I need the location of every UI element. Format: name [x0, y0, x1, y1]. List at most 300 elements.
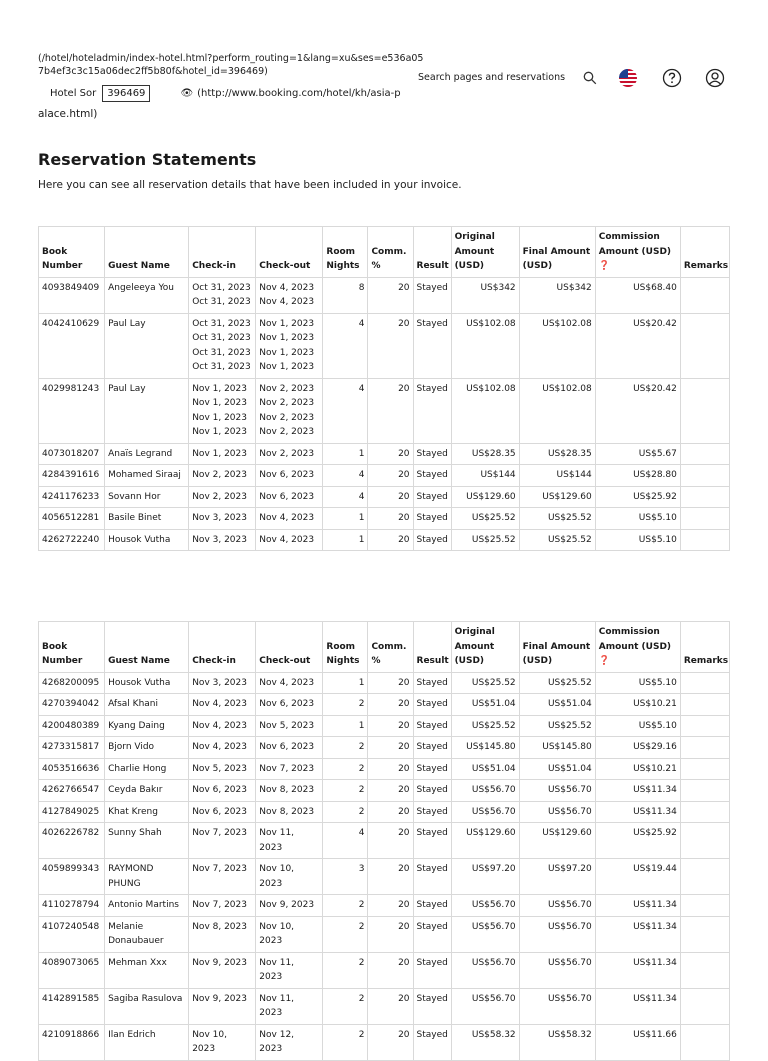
guest-name-cell — [105, 378, 189, 443]
hotel-admin-url-line-1[interactable]: (/hotel/hoteladmin/index-hotel.html?perform_routing=1&lang=xu&ses=e536a05 — [38, 53, 424, 64]
check-in-date: Oct 31, 2023 — [192, 362, 251, 372]
remarks-cell — [680, 443, 729, 465]
guest-name-cell — [105, 715, 189, 737]
guest-name-line: PHUNG — [108, 878, 141, 889]
guest-name-line: Bjorn Vido — [108, 742, 155, 752]
commission-amount-cell: US$20.42 — [595, 313, 680, 378]
original-amount-cell: US$102.08 — [451, 313, 519, 378]
reservation-table — [38, 621, 730, 1061]
column-header-label: Remarks — [683, 261, 729, 271]
guest-name-cell — [105, 529, 189, 551]
original-amount-cell: US$56.70 — [451, 916, 519, 952]
room-nights-cell: 8 — [323, 277, 368, 313]
guest-name-cell — [105, 758, 189, 780]
book-number-cell[interactable]: 4273315817 — [39, 737, 105, 759]
original-amount-cell: US$51.04 — [451, 758, 519, 780]
check-out-cell — [256, 801, 323, 823]
column-header-check-in — [189, 227, 256, 278]
check-out-cell — [256, 988, 323, 1024]
original-amount-cell: US$51.04 — [451, 694, 519, 716]
column-header-check-in — [189, 622, 256, 673]
check-in-date: Nov 7, 2023 — [192, 900, 247, 910]
commission-percent-cell: 20 — [368, 916, 413, 952]
column-header-line: (USD) — [522, 261, 553, 271]
column-header-label: Result — [416, 261, 449, 271]
column-header-check-out — [256, 622, 323, 673]
remarks-cell — [680, 465, 729, 487]
commission-amount-cell: US$10.21 — [595, 758, 680, 780]
guest-name-line: Mehman Xxx — [108, 957, 167, 968]
room-nights-cell: 2 — [323, 780, 368, 802]
column-header-line: Original — [454, 627, 495, 637]
check-out-date: Nov 6, 2023 — [259, 742, 315, 752]
commission-amount-cell: US$19.44 — [595, 859, 680, 895]
column-header-line: Final Amount — [522, 246, 591, 257]
guest-name-line: Ilan Edrich — [108, 1029, 156, 1040]
guest-name-cell — [105, 672, 189, 694]
table-row[interactable] — [39, 508, 730, 530]
remarks-cell — [680, 277, 729, 313]
commission-percent-cell: 20 — [368, 529, 413, 551]
column-header-line: Room — [326, 641, 356, 652]
commission-amount-cell: US$5.10 — [595, 529, 680, 551]
remarks-cell — [680, 823, 729, 859]
table-row[interactable] — [39, 313, 730, 378]
search-label[interactable]: Search pages and reservations — [418, 72, 566, 83]
table-row[interactable] — [39, 1024, 730, 1060]
column-header-label: Check-out — [259, 656, 311, 666]
commission-percent-cell: 20 — [368, 378, 413, 443]
guest-name-line: Sunny Shah — [108, 828, 162, 838]
table-row[interactable] — [39, 529, 730, 551]
us-flag-icon[interactable] — [617, 67, 639, 89]
book-number-cell[interactable]: 4053516636 — [39, 758, 105, 780]
column-header-line: Comm. — [371, 641, 407, 652]
check-out-cell — [256, 715, 323, 737]
remarks-cell — [680, 529, 729, 551]
check-out-date: Nov 11, 2023 — [259, 828, 295, 853]
original-amount-cell: US$58.32 — [451, 1024, 519, 1060]
room-nights-cell: 4 — [323, 313, 368, 378]
table-row[interactable] — [39, 672, 730, 694]
final-amount-cell: US$51.04 — [519, 758, 595, 780]
check-in-date: Nov 1, 2023 — [192, 448, 247, 459]
room-nights-cell: 1 — [323, 715, 368, 737]
result-cell: Stayed — [413, 672, 451, 694]
guest-name-cell — [105, 694, 189, 716]
check-in-cell — [189, 895, 256, 917]
guest-name-line: Paul Lay — [108, 318, 146, 329]
final-amount-cell: US$102.08 — [519, 378, 595, 443]
column-header-label: Result — [416, 656, 449, 666]
guest-name-line: Basile Binet — [108, 513, 162, 523]
guest-name-cell — [105, 508, 189, 530]
table-row[interactable] — [39, 801, 730, 823]
book-number-cell[interactable]: 4029981243 — [39, 378, 105, 443]
result-cell: Stayed — [413, 895, 451, 917]
check-out-cell — [256, 465, 323, 487]
original-amount-cell: US$144 — [451, 465, 519, 487]
table-row[interactable] — [39, 916, 730, 952]
guest-name-line: Charlie Hong — [108, 763, 167, 774]
result-cell: Stayed — [413, 277, 451, 313]
table-row[interactable] — [39, 895, 730, 917]
column-header-room-nights — [323, 622, 368, 673]
column-header-line: Book — [42, 246, 68, 257]
check-out-cell — [256, 529, 323, 551]
check-in-date: Nov 4, 2023 — [192, 699, 247, 709]
result-cell: Stayed — [413, 801, 451, 823]
check-out-cell — [256, 823, 323, 859]
check-in-cell — [189, 715, 256, 737]
final-amount-cell: US$25.52 — [519, 672, 595, 694]
check-in-date: Nov 2, 2023 — [192, 491, 247, 502]
commission-percent-cell: 20 — [368, 859, 413, 895]
remarks-cell — [680, 916, 729, 952]
check-in-date: Nov 6, 2023 — [192, 785, 247, 795]
column-header-commission-amount — [595, 227, 680, 278]
original-amount-cell: US$56.70 — [451, 988, 519, 1024]
commission-amount-cell: US$20.42 — [595, 378, 680, 443]
column-header-line: Amount — [454, 641, 495, 652]
table-row[interactable] — [39, 823, 730, 859]
column-header-remarks — [680, 227, 729, 278]
check-out-date: Nov 6, 2023 — [259, 699, 315, 709]
column-header-line: Commission — [598, 627, 660, 637]
remarks-cell — [680, 952, 729, 988]
check-out-date: Nov 12, 2023 — [259, 1029, 295, 1054]
check-out-date: Nov 2, 2023 — [259, 398, 315, 408]
commission-percent-cell: 20 — [368, 508, 413, 530]
guest-name-cell — [105, 443, 189, 465]
book-number-cell[interactable]: 4107240548 — [39, 916, 105, 952]
original-amount-cell: US$129.60 — [451, 486, 519, 508]
check-in-date: Oct 31, 2023 — [192, 297, 251, 307]
remarks-cell — [680, 801, 729, 823]
info-icon[interactable]: ❓ — [598, 656, 610, 666]
check-in-date: Nov 6, 2023 — [192, 806, 247, 817]
book-number-cell[interactable]: 4241176233 — [39, 486, 105, 508]
check-in-cell — [189, 378, 256, 443]
remarks-cell — [680, 508, 729, 530]
guest-name-line: Afsal Khani — [108, 699, 158, 709]
guest-name-line: Antonio Martins — [108, 900, 179, 910]
final-amount-cell: US$56.70 — [519, 988, 595, 1024]
book-number-cell[interactable]: 4142891585 — [39, 988, 105, 1024]
page-title: Reservation Statements — [38, 150, 257, 169]
check-out-cell — [256, 916, 323, 952]
hotel-name: Hotel Sor — [50, 87, 97, 99]
column-header-label: Guest Name — [108, 261, 170, 271]
guest-name-cell — [105, 952, 189, 988]
guest-name-cell — [105, 1024, 189, 1060]
original-amount-cell: US$25.52 — [451, 529, 519, 551]
check-in-date: Nov 2, 2023 — [192, 470, 247, 480]
column-header-line: (USD) — [454, 656, 485, 666]
remarks-cell — [680, 378, 729, 443]
original-amount-cell: US$25.52 — [451, 672, 519, 694]
book-number-cell[interactable]: 4056512281 — [39, 508, 105, 530]
commission-percent-cell: 20 — [368, 801, 413, 823]
table-row[interactable] — [39, 378, 730, 443]
check-out-cell — [256, 859, 323, 895]
account-icon[interactable] — [704, 67, 726, 89]
check-in-cell — [189, 737, 256, 759]
check-out-date: Nov 4, 2023 — [259, 513, 315, 523]
final-amount-cell: US$129.60 — [519, 486, 595, 508]
room-nights-cell: 2 — [323, 801, 368, 823]
column-header-final-amount — [519, 227, 595, 278]
original-amount-cell: US$25.52 — [451, 508, 519, 530]
room-nights-cell: 2 — [323, 737, 368, 759]
guest-name-line: Anaïs Legrand — [108, 448, 173, 459]
guest-name-line: Kyang Daing — [108, 720, 165, 731]
table-row[interactable] — [39, 443, 730, 465]
final-amount-cell: US$25.52 — [519, 508, 595, 530]
book-number-cell[interactable]: 4093849409 — [39, 277, 105, 313]
table-row[interactable] — [39, 465, 730, 487]
commission-percent-cell: 20 — [368, 1024, 413, 1060]
check-in-date: Nov 1, 2023 — [192, 427, 247, 437]
check-out-date: Nov 6, 2023 — [259, 491, 315, 502]
info-icon[interactable]: ❓ — [598, 261, 610, 271]
column-header-guest-name — [105, 622, 189, 673]
final-amount-cell: US$342 — [519, 277, 595, 313]
original-amount-cell: US$97.20 — [451, 859, 519, 895]
check-out-cell — [256, 1024, 323, 1060]
check-out-date: Nov 2, 2023 — [259, 383, 315, 394]
result-cell: Stayed — [413, 1024, 451, 1060]
check-out-date: Nov 6, 2023 — [259, 470, 315, 480]
check-out-date: Nov 7, 2023 — [259, 763, 315, 774]
help-icon[interactable] — [661, 67, 683, 89]
table-row[interactable] — [39, 694, 730, 716]
guest-name-cell — [105, 895, 189, 917]
table-row[interactable] — [39, 859, 730, 895]
column-header-remarks — [680, 622, 729, 673]
room-nights-cell: 1 — [323, 672, 368, 694]
guest-name-cell — [105, 780, 189, 802]
commission-amount-cell: US$11.34 — [595, 801, 680, 823]
search-icon[interactable] — [579, 67, 601, 89]
book-number-cell[interactable]: 4110278794 — [39, 895, 105, 917]
result-cell: Stayed — [413, 486, 451, 508]
check-in-cell — [189, 672, 256, 694]
check-out-cell — [256, 895, 323, 917]
table-row[interactable] — [39, 737, 730, 759]
book-number-cell[interactable]: 4210918866 — [39, 1024, 105, 1060]
book-number-cell[interactable]: 4262722240 — [39, 529, 105, 551]
check-in-cell — [189, 916, 256, 952]
check-out-cell — [256, 694, 323, 716]
check-out-date: Nov 4, 2023 — [259, 677, 315, 688]
table-row[interactable] — [39, 715, 730, 737]
column-header-line: (USD) — [454, 261, 485, 271]
result-cell: Stayed — [413, 313, 451, 378]
commission-percent-cell: 20 — [368, 780, 413, 802]
guest-name-line: Angeleeya You — [108, 282, 174, 293]
check-out-date: Nov 2, 2023 — [259, 412, 315, 423]
check-in-date: Nov 8, 2023 — [192, 921, 247, 932]
table-row[interactable] — [39, 952, 730, 988]
commission-percent-cell: 20 — [368, 988, 413, 1024]
original-amount-cell: US$56.70 — [451, 780, 519, 802]
book-number-cell[interactable]: 4026226782 — [39, 823, 105, 859]
commission-percent-cell: 20 — [368, 313, 413, 378]
book-number-cell[interactable]: 4127849025 — [39, 801, 105, 823]
result-cell: Stayed — [413, 737, 451, 759]
original-amount-cell: US$56.70 — [451, 801, 519, 823]
column-header-line: (USD) — [522, 656, 553, 666]
check-out-date: Nov 2, 2023 — [259, 427, 315, 437]
check-in-date: Nov 9, 2023 — [192, 957, 247, 968]
guest-name-line: Melanie — [108, 921, 144, 932]
room-nights-cell: 4 — [323, 486, 368, 508]
final-amount-cell: US$145.80 — [519, 737, 595, 759]
reservation-table — [38, 226, 730, 551]
hotel-id-badge: 396469 — [102, 85, 150, 102]
check-in-cell — [189, 694, 256, 716]
book-number-cell[interactable]: 4089073065 — [39, 952, 105, 988]
column-header-line: % — [371, 261, 381, 271]
check-in-date: Nov 9, 2023 — [192, 993, 247, 1004]
commission-percent-cell: 20 — [368, 737, 413, 759]
final-amount-cell: US$129.60 — [519, 823, 595, 859]
commission-percent-cell: 20 — [368, 758, 413, 780]
table-row[interactable] — [39, 780, 730, 802]
column-header-original-amount — [451, 227, 519, 278]
final-amount-cell: US$25.52 — [519, 529, 595, 551]
final-amount-cell: US$56.70 — [519, 801, 595, 823]
book-number-cell[interactable]: 4284391616 — [39, 465, 105, 487]
check-in-cell — [189, 988, 256, 1024]
book-number-cell[interactable]: 4270394042 — [39, 694, 105, 716]
result-cell: Stayed — [413, 916, 451, 952]
table-row[interactable] — [39, 486, 730, 508]
column-header-line: % — [371, 656, 381, 666]
commission-amount-cell: US$11.34 — [595, 916, 680, 952]
commission-percent-cell: 20 — [368, 443, 413, 465]
guest-name-line: Donaubauer — [108, 936, 164, 946]
commission-amount-cell: US$5.10 — [595, 715, 680, 737]
hotel-admin-url-line-2[interactable]: 7b4ef3c3c15a06dec2ff5b80f&hotel_id=396469) — [38, 66, 268, 77]
book-number-cell[interactable]: 4200480389 — [39, 715, 105, 737]
final-amount-cell: US$56.70 — [519, 952, 595, 988]
remarks-cell — [680, 859, 729, 895]
guest-name-cell — [105, 916, 189, 952]
check-in-cell — [189, 277, 256, 313]
property-page-link[interactable]: (http://www.booking.com/hotel/kh/asia-p — [197, 87, 401, 99]
check-in-date: Nov 4, 2023 — [192, 720, 247, 731]
column-header-label: Remarks — [683, 656, 729, 666]
commission-amount-cell: US$5.67 — [595, 443, 680, 465]
commission-percent-cell: 20 — [368, 823, 413, 859]
table-row[interactable] — [39, 758, 730, 780]
commission-percent-cell: 20 — [368, 895, 413, 917]
check-in-cell — [189, 443, 256, 465]
guest-name-cell — [105, 988, 189, 1024]
column-header-line: Number — [42, 656, 83, 666]
check-out-date: Nov 1, 2023 — [259, 362, 315, 372]
commission-amount-cell: US$25.92 — [595, 486, 680, 508]
original-amount-cell: US$145.80 — [451, 737, 519, 759]
original-amount-cell: US$28.35 — [451, 443, 519, 465]
check-in-date: Nov 5, 2023 — [192, 763, 247, 774]
guest-name-cell — [105, 313, 189, 378]
room-nights-cell: 1 — [323, 443, 368, 465]
column-header-room-nights — [323, 227, 368, 278]
original-amount-cell: US$102.08 — [451, 378, 519, 443]
book-number-cell[interactable]: 4059899343 — [39, 859, 105, 895]
commission-amount-cell: US$25.92 — [595, 823, 680, 859]
commission-amount-cell: US$5.10 — [595, 672, 680, 694]
commission-amount-cell: US$10.21 — [595, 694, 680, 716]
table-row[interactable] — [39, 277, 730, 313]
check-out-date: Nov 4, 2023 — [259, 282, 315, 293]
book-number-cell[interactable]: 4262766547 — [39, 780, 105, 802]
check-out-date: Nov 4, 2023 — [259, 297, 315, 307]
column-header-line: Book — [42, 641, 68, 652]
check-in-date: Nov 4, 2023 — [192, 742, 247, 752]
check-out-date: Nov 2, 2023 — [259, 448, 315, 459]
column-header-line: Comm. — [371, 246, 407, 257]
remarks-cell — [680, 313, 729, 378]
column-header-label: Guest Name — [108, 656, 170, 666]
check-out-cell — [256, 737, 323, 759]
check-in-cell — [189, 465, 256, 487]
final-amount-cell: US$25.52 — [519, 715, 595, 737]
book-number-cell[interactable]: 4042410629 — [39, 313, 105, 378]
hotel-info-row — [38, 84, 401, 102]
property-page-link-continued[interactable]: alace.html) — [38, 108, 98, 120]
result-cell: Stayed — [413, 694, 451, 716]
room-nights-cell: 2 — [323, 895, 368, 917]
column-header-line: Commission — [598, 232, 660, 242]
guest-name-line: Housok Vutha — [108, 534, 171, 545]
guest-name-line: Sovann Hor — [108, 491, 161, 502]
result-cell: Stayed — [413, 823, 451, 859]
original-amount-cell: US$129.60 — [451, 823, 519, 859]
check-in-cell — [189, 780, 256, 802]
room-nights-cell: 2 — [323, 952, 368, 988]
column-header-check-out — [256, 227, 323, 278]
eye-icon: 👁 — [180, 87, 194, 99]
result-cell: Stayed — [413, 443, 451, 465]
check-out-cell — [256, 508, 323, 530]
final-amount-cell: US$58.32 — [519, 1024, 595, 1060]
book-number-cell[interactable]: 4073018207 — [39, 443, 105, 465]
commission-percent-cell: 20 — [368, 715, 413, 737]
commission-amount-cell: US$11.34 — [595, 780, 680, 802]
check-out-cell — [256, 952, 323, 988]
commission-percent-cell: 20 — [368, 952, 413, 988]
check-in-date: Nov 10, 2023 — [192, 1029, 227, 1054]
check-in-date: Nov 3, 2023 — [192, 677, 247, 688]
remarks-cell — [680, 895, 729, 917]
check-in-cell — [189, 801, 256, 823]
book-number-cell[interactable]: 4268200095 — [39, 672, 105, 694]
column-header-line: Room — [326, 246, 356, 257]
check-in-date: Oct 31, 2023 — [192, 333, 251, 343]
remarks-cell — [680, 988, 729, 1024]
check-out-date: Nov 11, 2023 — [259, 957, 295, 982]
check-out-date: Nov 8, 2023 — [259, 785, 315, 795]
table-header-row — [39, 622, 730, 673]
guest-name-cell — [105, 486, 189, 508]
original-amount-cell: US$56.70 — [451, 895, 519, 917]
guest-name-line: Sagiba Rasulova — [108, 993, 183, 1004]
table-row[interactable] — [39, 988, 730, 1024]
